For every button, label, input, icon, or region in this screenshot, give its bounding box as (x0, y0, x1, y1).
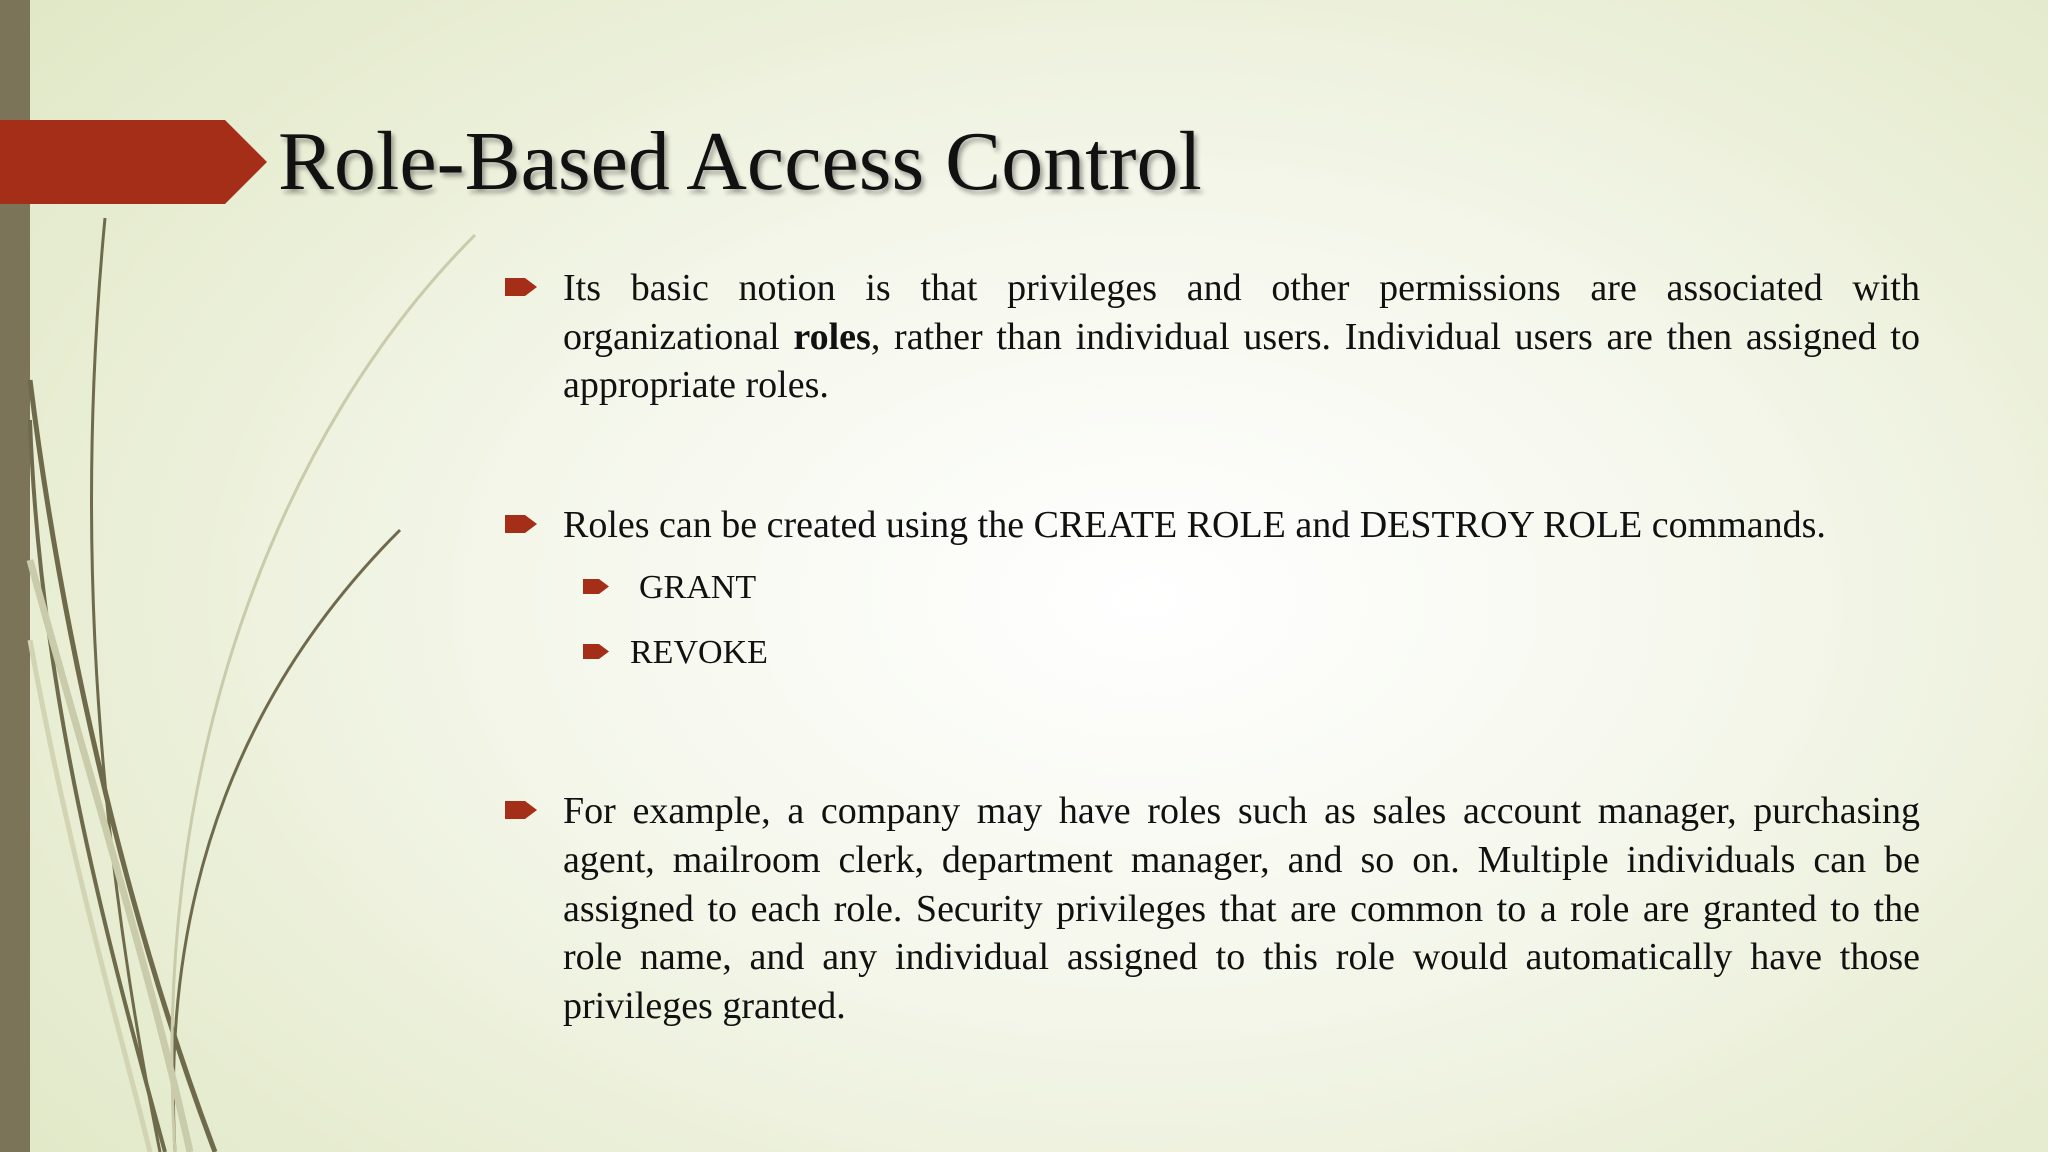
bullet-text: Its basic notion is that privileges and other permissions are associated with organizational (563, 267, 1920, 358)
sub-bullet-list (505, 565, 1920, 695)
arrow-bullet-icon (583, 644, 609, 659)
arrow-bullet-icon (505, 515, 537, 533)
bullet-create-roles (505, 501, 1920, 550)
bullet-text-continued: , rather than individual users. Individual users are then assigned to appropriate roles. (563, 315, 1920, 407)
slide-title: Role-Based Access Control (278, 115, 1202, 208)
bullet-basic-notion (505, 264, 1920, 410)
bold-roles-text: roles (793, 315, 871, 358)
arrow-bullet-icon (583, 579, 609, 594)
arrow-bullet-icon (505, 801, 537, 819)
sub-bullet-revoke (505, 630, 1920, 695)
bullet-text: For example, a company may have roles such as sales account manager, purchasing agent, mailroom clerk, department manager, and so on. Multiple individuals can be assigned to each role. Security privileges that are common to a role are granted to the role name, and any individual assigned to this role would automatically have those privileges granted. (563, 790, 1920, 1027)
sub-bullet-text: REVOKE (630, 634, 768, 672)
slide-content (505, 264, 1920, 1030)
bullet-example (505, 787, 1920, 1030)
arrow-bullet-icon (505, 278, 537, 296)
title-arrow-banner (0, 0, 270, 220)
sub-bullet-text: GRANT (639, 569, 757, 607)
bullet-text: Roles can be created using the CREATE ROLE and DESTROY ROLE commands. (563, 503, 1826, 546)
sub-bullet-grant (505, 565, 1920, 630)
